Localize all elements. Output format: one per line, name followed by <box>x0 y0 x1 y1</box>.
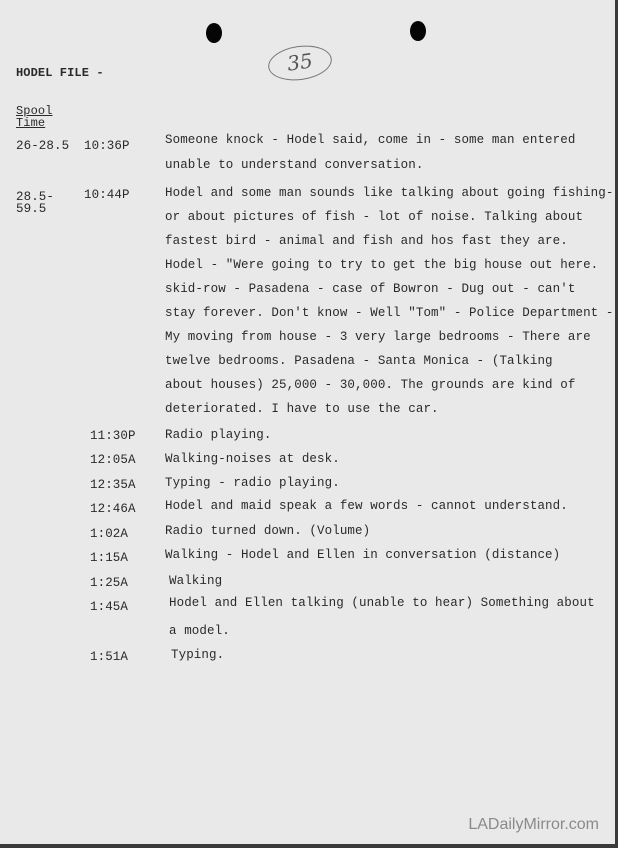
entry-line: a model. <box>169 624 230 638</box>
punch-hole-left <box>206 23 222 43</box>
spool-value: 28.5- <box>16 190 55 204</box>
entry-line: about houses) 25,000 - 30,000. The grounds are kind of <box>165 378 576 392</box>
time-value: 12:35A <box>90 478 136 492</box>
time-header: Time <box>16 116 46 130</box>
time-value: 10:36P <box>84 139 130 153</box>
entry-line: stay forever. Don't know - Well "Tom" - Police Department - <box>165 306 614 320</box>
entry-line: Radio playing. <box>165 428 272 442</box>
time-value: 12:46A <box>90 502 136 516</box>
time-value: 1:15A <box>90 551 129 565</box>
spool-value: 59.5 <box>16 202 47 216</box>
entry-line: Hodel and maid speak a few words - cannot understand. <box>165 499 568 513</box>
entry-line: Hodel and Ellen talking (unable to hear) Something about <box>169 596 595 610</box>
time-value: 12:05A <box>90 453 136 467</box>
entry-line: Typing. <box>171 648 225 662</box>
time-value: 1:51A <box>90 650 129 664</box>
handwritten-page-number: 35 <box>266 42 334 85</box>
entry-line: or about pictures of fish - lot of noise. Talking about <box>165 210 584 224</box>
entry-line: Walking-noises at desk. <box>165 452 340 466</box>
time-value: 10:44P <box>84 188 130 202</box>
entry-line: Someone knock - Hodel said, come in - some man entered <box>165 133 576 147</box>
entry-line: Walking <box>169 574 223 588</box>
document-title: HODEL FILE - <box>16 66 104 80</box>
entry-line: unable to understand conversation. <box>165 158 424 172</box>
time-value: 1:25A <box>90 576 129 590</box>
time-value: 1:02A <box>90 527 129 541</box>
entry-line: fastest bird - animal and fish and hos fast they are. <box>165 234 568 248</box>
time-value: 11:30P <box>90 429 136 443</box>
entry-line: skid-row - Pasadena - case of Bowron - Dug out - can't <box>165 282 576 296</box>
entry-line: My moving from house - 3 very large bedrooms - There are <box>165 330 591 344</box>
entry-line: twelve bedrooms. Pasadena - Santa Monica - (Talking <box>165 354 553 368</box>
watermark: LADailyMirror.com <box>468 816 599 833</box>
punch-hole-right <box>410 21 426 41</box>
entry-line: deteriorated. I have to use the car. <box>165 402 439 416</box>
entry-line: Walking - Hodel and Ellen in conversation (distance) <box>165 548 561 562</box>
entry-line: Typing - radio playing. <box>165 476 340 490</box>
entry-line: Radio turned down. (Volume) <box>165 524 371 538</box>
spool-value: 26-28.5 <box>16 139 70 153</box>
entry-line: Hodel - "Were going to try to get the big house out here. <box>165 258 599 272</box>
entry-line: Hodel and some man sounds like talking about going fishing- <box>165 186 614 200</box>
spool-header: Spool <box>16 104 53 118</box>
time-value: 1:45A <box>90 600 129 614</box>
